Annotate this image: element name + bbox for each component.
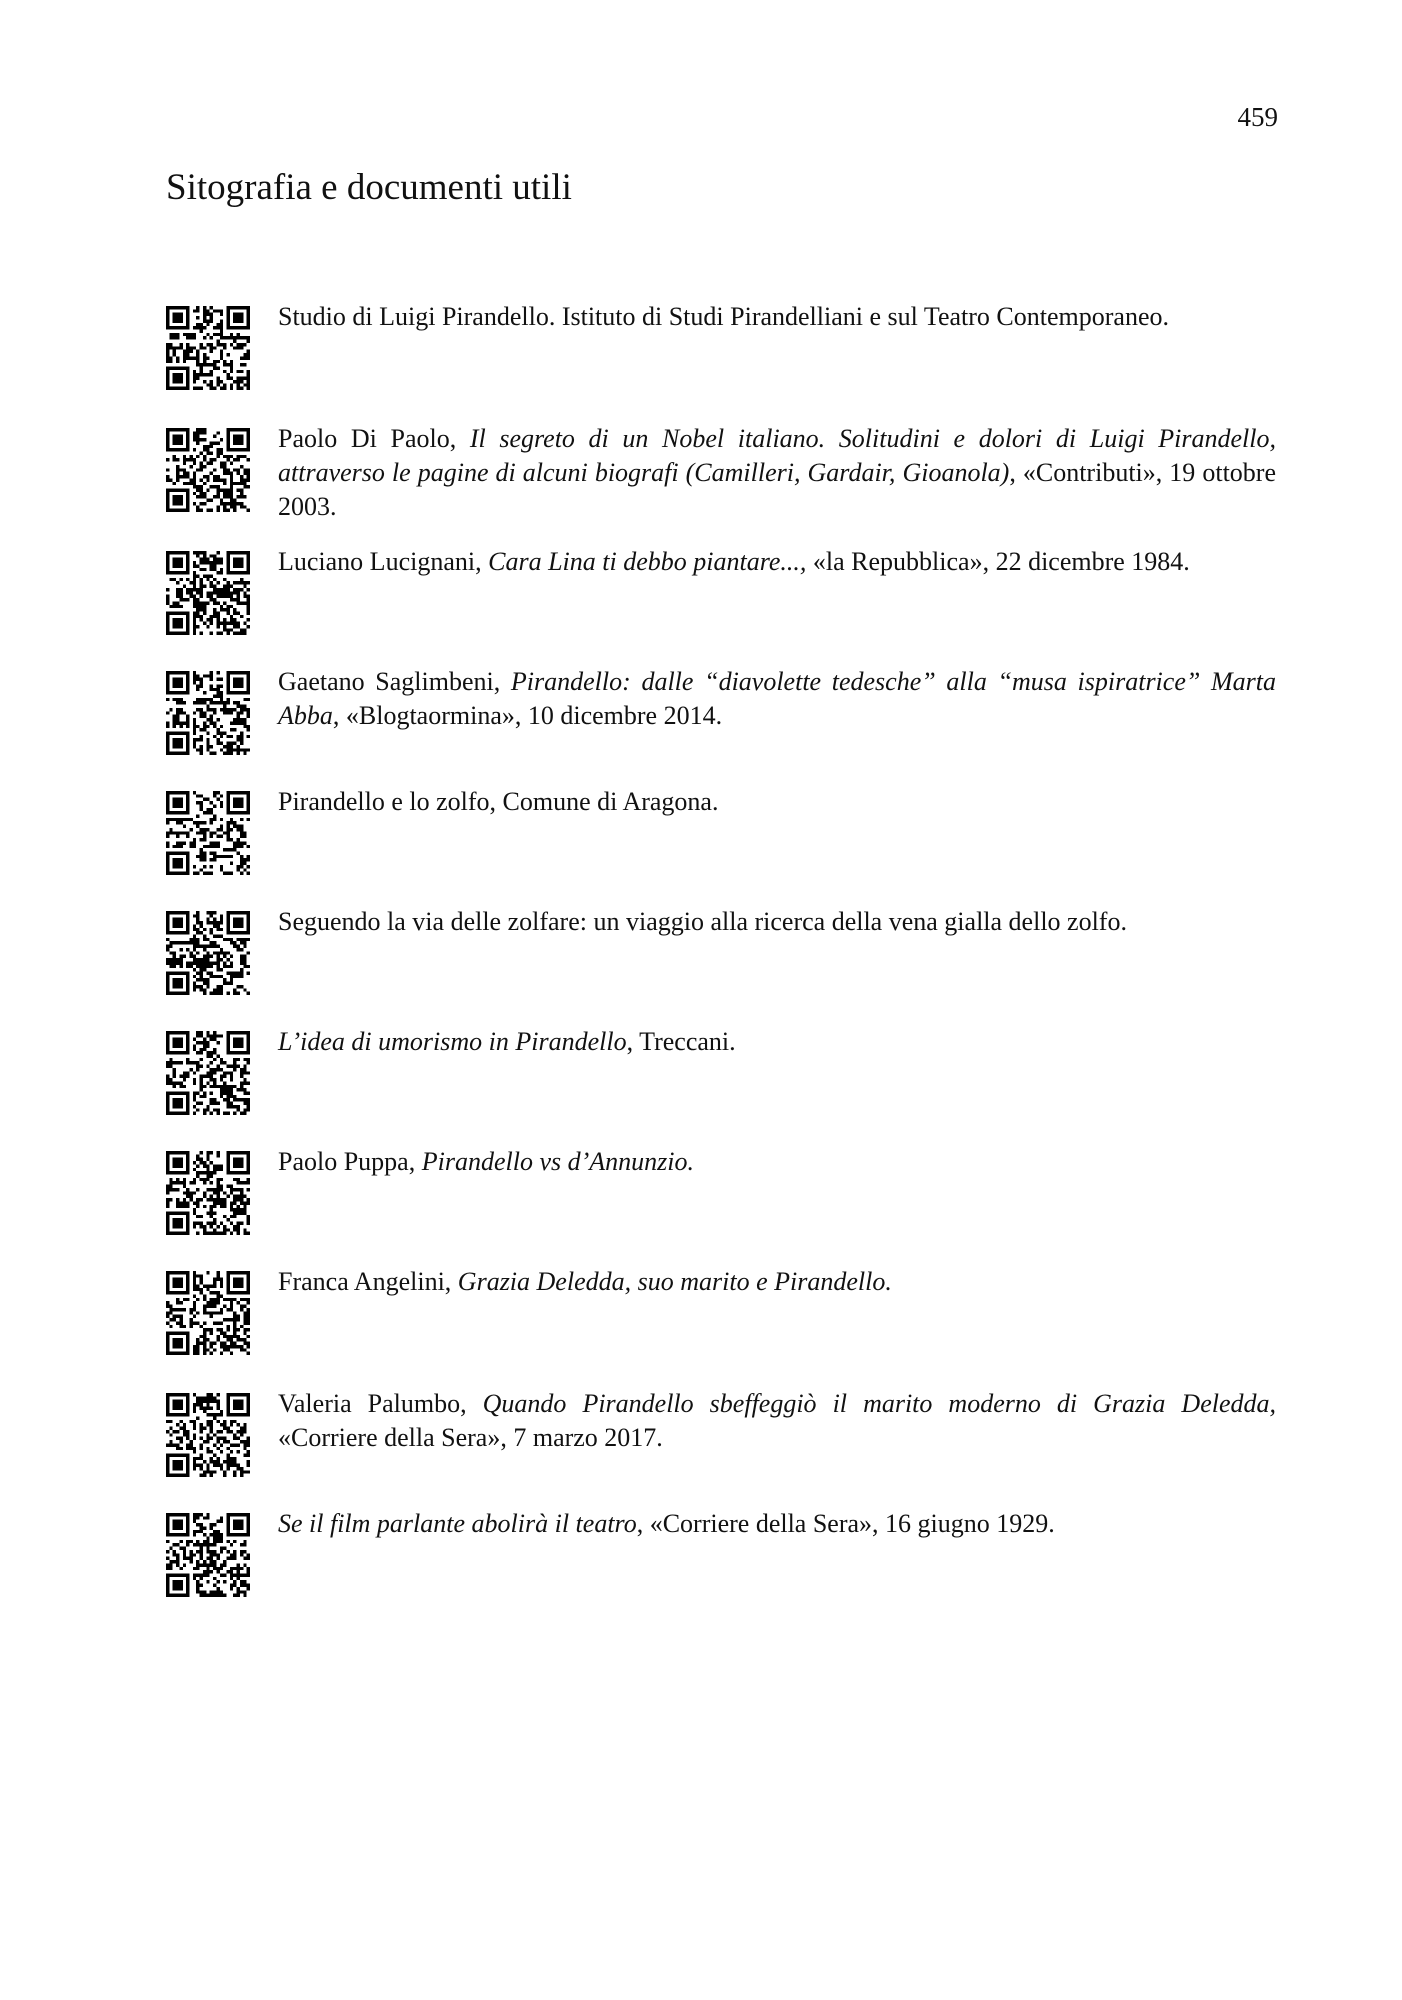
entry-title-italic: Se il film parlante abolirà il teatro: [278, 1509, 637, 1538]
qr-code-icon: [166, 911, 250, 995]
bibliography-entry: [166, 905, 1276, 995]
qr-code-icon: [166, 1151, 250, 1235]
entry-text: [278, 665, 1276, 733]
entry-text: [278, 905, 1276, 939]
bibliography-entry: [166, 785, 1276, 875]
entry-text-segment: Luciano Lucignani,: [278, 547, 489, 576]
entry-title-italic: Grazia Deledda, suo marito e Pirandello.: [457, 1267, 892, 1296]
entry-text-segment: , Treccani.: [626, 1027, 736, 1056]
entry-title-italic: Cara Lina ti debbo piantare...,: [488, 547, 807, 576]
entry-text-segment: Pirandello e lo zolfo, Comune di Aragona.: [278, 787, 719, 816]
entry-text: [278, 422, 1276, 524]
entry-title-italic: Quando Pirandello sbeffeggiò il marito moderno di Grazia Deledda,: [482, 1389, 1276, 1418]
qr-code-icon: [166, 1031, 250, 1115]
entry-text-segment: Valeria Palumbo,: [278, 1389, 483, 1418]
entry-text-segment: Franca Angelini,: [278, 1267, 458, 1296]
entry-text-segment: , «Blogtaormina», 10 dicembre 2014.: [332, 701, 723, 730]
qr-code-icon: [166, 551, 250, 635]
entry-title-italic: Pirandello: dalle “diavolette tedesche” alla “musa ispiratrice” Marta Abba: [278, 667, 1276, 730]
entry-text-segment: «Corriere della Sera», 7 marzo 2017.: [278, 1423, 663, 1452]
entry-title-italic: L’idea di umorismo in Pirandello: [278, 1027, 627, 1056]
entry-text: [278, 1145, 1276, 1179]
bibliography-entry: [166, 422, 1276, 524]
entry-text: [278, 1265, 1276, 1299]
entry-text: [278, 1025, 1276, 1059]
bibliography-entry: [166, 1145, 1276, 1235]
page-title: Sitografia e documenti utili: [166, 167, 572, 208]
qr-code-icon: [166, 791, 250, 875]
bibliography-entry: [166, 300, 1276, 390]
bibliography-entry: [166, 1025, 1276, 1115]
entry-title-italic: Il segreto di un Nobel italiano. Solitudini e dolori di Luigi Pirandello, attraverso le pagine di alcuni biografi (Camilleri, Gardair, Gioanola): [278, 424, 1277, 487]
bibliography-entry: [166, 1265, 1276, 1355]
entry-text: [278, 785, 1276, 819]
entry-text-segment: Paolo Di Paolo,: [278, 424, 470, 453]
entry-text: [278, 545, 1276, 579]
entry-text-segment: «la Repubblica», 22 dicembre 1984.: [806, 547, 1190, 576]
entry-text-segment: , «Corriere della Sera», 16 giugno 1929.: [636, 1509, 1055, 1538]
entry-text-segment: Gaetano Saglimbeni,: [278, 667, 511, 696]
bibliography-entry: [166, 665, 1276, 755]
entry-text-segment: Paolo Puppa,: [278, 1147, 422, 1176]
entry-text: [278, 300, 1276, 334]
qr-code-icon: [166, 671, 250, 755]
entry-text: [278, 1387, 1276, 1455]
entry-text: [278, 1507, 1276, 1541]
entry-text-segment: Studio di Luigi Pirandello. Istituto di Studi Pirandelliani e sul Teatro Contemporaneo.: [278, 302, 1169, 331]
bibliography-entry: [166, 1507, 1276, 1597]
qr-code-icon: [166, 1393, 250, 1477]
entry-text-segment: , «Contributi», 19 ottobre 2003.: [278, 458, 1276, 521]
qr-code-icon: [166, 428, 250, 512]
entry-title-italic: Pirandello vs d’Annunzio.: [421, 1147, 694, 1176]
qr-code-icon: [166, 1271, 250, 1355]
page-number: 459: [1237, 102, 1278, 132]
qr-code-icon: [166, 1513, 250, 1597]
bibliography-entry: [166, 545, 1276, 635]
qr-code-icon: [166, 306, 250, 390]
entry-text-segment: Seguendo la via delle zolfare: un viaggio alla ricerca della vena gialla dello zolfo.: [278, 907, 1127, 936]
bibliography-entry: [166, 1387, 1276, 1477]
